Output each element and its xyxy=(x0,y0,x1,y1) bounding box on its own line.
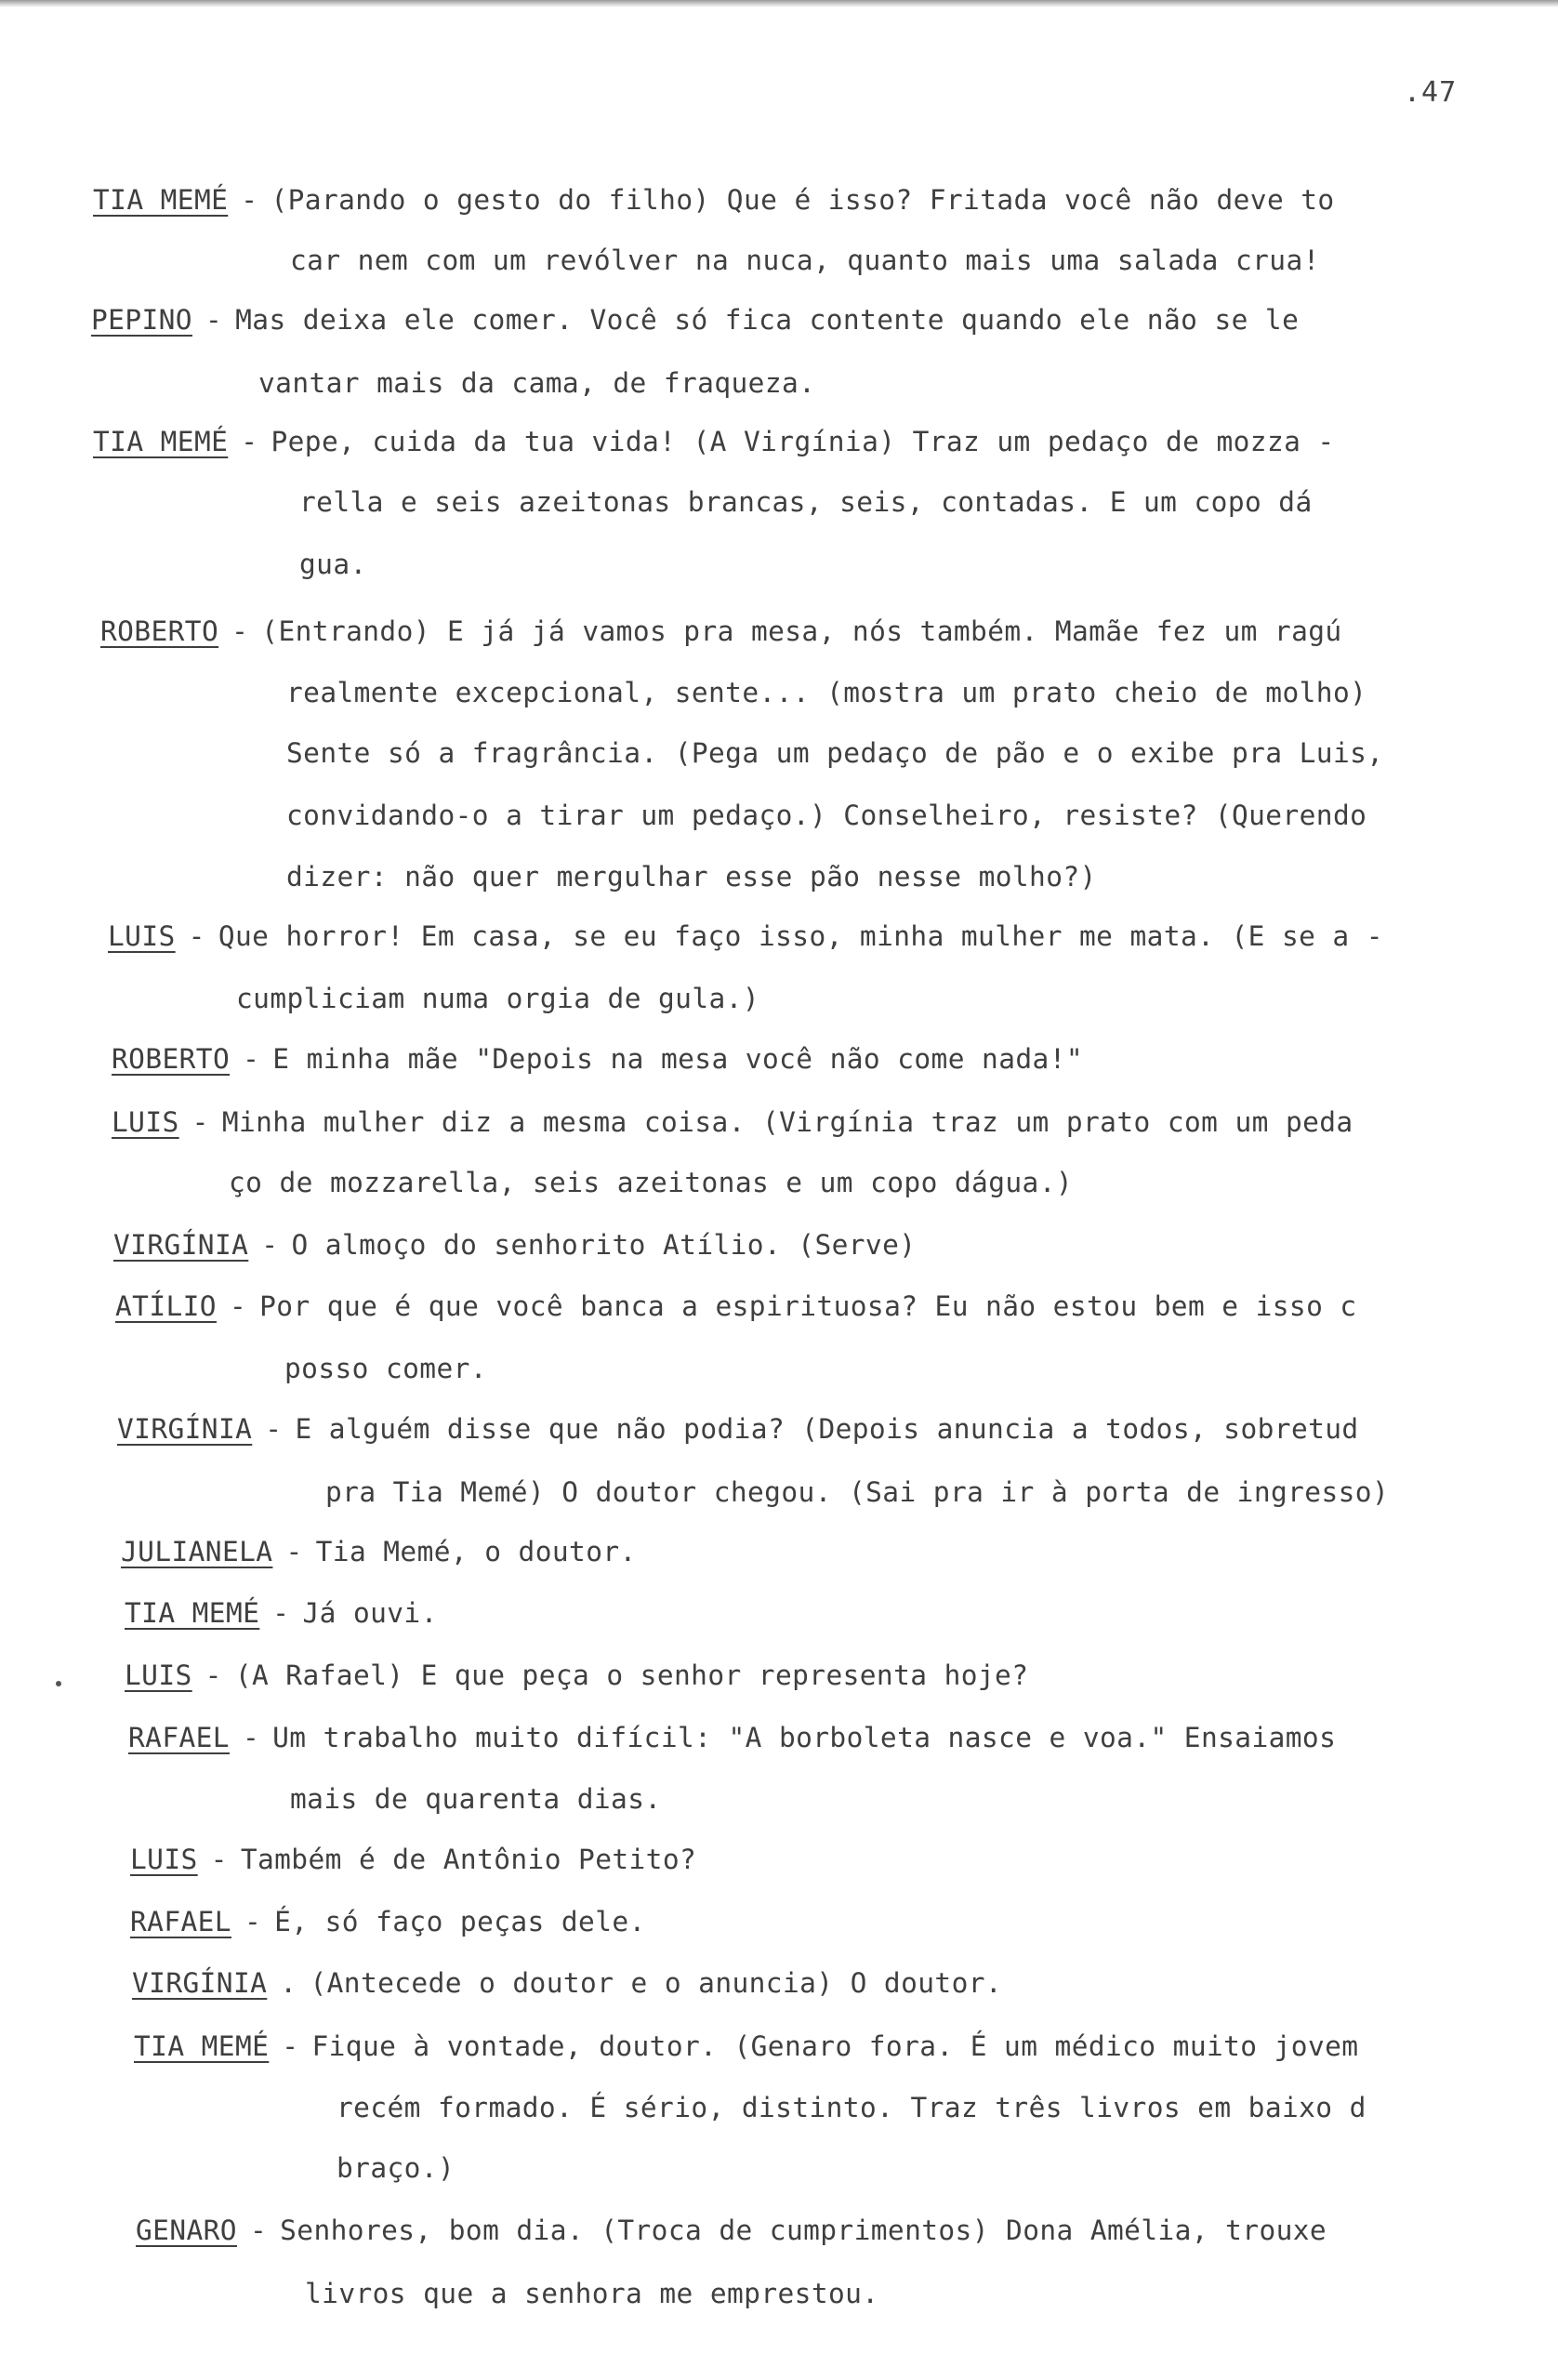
continuation-line xyxy=(299,549,367,580)
dialogue-text: (Parando o gesto do filho) Que é isso? Fritada você não deve to xyxy=(271,184,1335,216)
speaker-separator: - xyxy=(231,615,249,647)
speaker-name: RAFAEL xyxy=(130,1906,231,1937)
page-number: .47 xyxy=(1404,76,1458,109)
speaker-separator: - xyxy=(261,1229,279,1261)
continuation-line xyxy=(229,1167,1073,1198)
dialogue-text: Minha mulher diz a mesma coisa. (Virgínia traz um prato com um peda xyxy=(221,1106,1353,1138)
dialogue-text: livros que a senhora me emprestou. xyxy=(305,2278,879,2309)
speaker-separator: - xyxy=(241,426,258,457)
dialogue-line xyxy=(100,615,1342,647)
dialogue-line xyxy=(117,1413,1359,1445)
dialogue-line xyxy=(130,1844,696,1875)
dialogue-text: gua. xyxy=(299,549,367,580)
dialogue-text: cumpliciam numa orgia de gula.) xyxy=(236,983,759,1014)
dialogue-line xyxy=(115,1290,1357,1322)
speaker-name: LUIS xyxy=(108,920,176,952)
speaker-separator: - xyxy=(272,1597,290,1629)
dialogue-text: vantar mais da cama, de fraqueza. xyxy=(258,367,816,399)
continuation-line xyxy=(236,983,759,1014)
margin-mark xyxy=(56,1681,61,1686)
dialogue-text: recém formado. É sério, distinto. Traz três livros em baixo d xyxy=(337,2092,1367,2123)
dialogue-line xyxy=(121,1536,637,1567)
dialogue-line xyxy=(132,1967,1002,1999)
dialogue-line xyxy=(125,1597,438,1629)
continuation-line xyxy=(337,2152,455,2184)
dialogue-text: mais de quarenta dias. xyxy=(290,1783,662,1815)
dialogue-text: rella e seis azeitonas brancas, seis, contadas. E um copo dá xyxy=(299,486,1313,518)
continuation-line xyxy=(286,800,1367,831)
dialogue-text: ço de mozzarella, seis azeitonas e um copo dágua.) xyxy=(229,1167,1074,1198)
dialogue-line xyxy=(112,1043,1083,1075)
dialogue-text: Um trabalho muito difícil: "A borboleta nasce e voa." Ensaiamos xyxy=(272,1722,1337,1753)
speaker-separator: - xyxy=(241,184,258,216)
speaker-name: VIRGÍNIA xyxy=(113,1229,249,1261)
dialogue-line xyxy=(93,426,1335,457)
speaker-separator: - xyxy=(205,1659,222,1691)
dialogue-text: (Entrando) E já já vamos pra mesa, nós também. Mamãe fez um ragú xyxy=(261,615,1342,647)
dialogue-text: Pepe, cuida da tua vida! (A Virgínia) Traz um pedaço de mozza - xyxy=(271,426,1335,457)
continuation-line xyxy=(290,245,1320,276)
dialogue-text: Também é de Antônio Petito? xyxy=(240,1844,697,1875)
speaker-name: VIRGÍNIA xyxy=(132,1967,268,1999)
dialogue-text: Tia Memé, o doutor. xyxy=(315,1536,637,1567)
dialogue-text: Fique à vontade, doutor. (Genaro fora. É um médico muito jovem xyxy=(311,2030,1359,2062)
speaker-name: TIA MEMÉ xyxy=(93,184,229,216)
speaker-name: TIA MEMÉ xyxy=(93,426,229,457)
continuation-line xyxy=(258,367,815,399)
dialogue-text: E minha mãe "Depois na mesa você não come nada!" xyxy=(272,1043,1084,1075)
dialogue-text: realmente excepcional, sente... (mostra um prato cheio de molho) xyxy=(286,677,1367,708)
dialogue-text: (A Rafael) E que peça o senhor representa hoje? xyxy=(234,1659,1029,1691)
dialogue-text: car nem com um revólver na nuca, quanto mais uma salada crua! xyxy=(290,245,1320,276)
dialogue-line xyxy=(134,2030,1358,2062)
dialogue-text: convidando-o a tirar um pedaço.) Conselheiro, resiste? (Querendo xyxy=(286,800,1367,831)
speaker-separator: - xyxy=(285,1536,303,1567)
dialogue-line xyxy=(112,1106,1353,1138)
continuation-line xyxy=(284,1353,487,1384)
speaker-separator: - xyxy=(191,1106,209,1138)
speaker-separator: - xyxy=(210,1844,228,1875)
speaker-name: LUIS xyxy=(125,1659,192,1691)
speaker-separator: - xyxy=(265,1413,283,1445)
dialogue-text: O almoço do senhorito Atílio. (Serve) xyxy=(291,1229,917,1261)
speaker-name: JULIANELA xyxy=(121,1536,273,1567)
continuation-line xyxy=(299,486,1313,518)
dialogue-line xyxy=(125,1659,1028,1691)
dialogue-line xyxy=(128,1722,1336,1753)
dialogue-text: Senhores, bom dia. (Troca de cumprimentos) Dona Amélia, trouxe xyxy=(280,2215,1327,2246)
speaker-separator: - xyxy=(282,2030,299,2062)
dialogue-text: Já ouvi. xyxy=(302,1597,438,1629)
speaker-name: TIA MEMÉ xyxy=(125,1597,260,1629)
continuation-line xyxy=(325,1476,1389,1508)
dialogue-line xyxy=(91,304,1299,336)
dialogue-line xyxy=(93,184,1335,216)
continuation-line xyxy=(290,1783,662,1815)
speaker-name: GENARO xyxy=(136,2215,237,2246)
speaker-separator: - xyxy=(244,1906,262,1937)
page-top-edge xyxy=(0,0,1558,7)
speaker-name: ATÍLIO xyxy=(115,1290,217,1322)
dialogue-text: É, só faço peças dele. xyxy=(274,1906,646,1937)
speaker-name: LUIS xyxy=(112,1106,179,1138)
speaker-name: RAFAEL xyxy=(128,1722,230,1753)
dialogue-text: Que horror! Em casa, se eu faço isso, minha mulher me mata. (E se a - xyxy=(218,920,1383,952)
dialogue-text: braço.) xyxy=(337,2152,456,2184)
dialogue-text: Mas deixa ele comer. Você só fica contente quando ele não se le xyxy=(235,304,1300,336)
dialogue-text: E alguém disse que não podia? (Depois anuncia a todos, sobretud xyxy=(295,1413,1359,1445)
speaker-separator: - xyxy=(249,2215,268,2246)
speaker-name: PEPINO xyxy=(91,304,192,336)
speaker-separator: - xyxy=(243,1043,260,1075)
dialogue-line xyxy=(136,2215,1327,2246)
speaker-name: VIRGÍNIA xyxy=(117,1413,253,1445)
dialogue-line xyxy=(113,1229,916,1261)
continuation-line xyxy=(286,677,1367,708)
dialogue-text: dizer: não quer mergulhar esse pão nesse molho?) xyxy=(286,861,1097,892)
speaker-separator: - xyxy=(188,920,205,952)
dialogue-text: Por que é que você banca a espirituosa? Eu não estou bem e isso c xyxy=(259,1290,1357,1322)
continuation-line xyxy=(337,2092,1367,2123)
dialogue-text: (Antecede o doutor e o anuncia) O doutor. xyxy=(310,1967,1003,1999)
continuation-line xyxy=(286,861,1097,892)
speaker-name: ROBERTO xyxy=(112,1043,231,1075)
speaker-separator: - xyxy=(242,1722,260,1753)
dialogue-text: pra Tia Memé) O doutor chegou. (Sai pra ir à porta de ingresso) xyxy=(325,1476,1390,1508)
continuation-line xyxy=(286,737,1383,769)
dialogue-text: posso comer. xyxy=(284,1353,487,1384)
continuation-line xyxy=(305,2278,878,2309)
speaker-separator: . xyxy=(280,1967,297,1999)
dialogue-line xyxy=(108,920,1383,952)
dialogue-text: Sente só a fragrância. (Pega um pedaço de pão e o exibe pra Luis, xyxy=(286,737,1384,769)
speaker-name: LUIS xyxy=(130,1844,198,1875)
speaker-name: TIA MEMÉ xyxy=(134,2030,270,2062)
speaker-separator: - xyxy=(229,1290,247,1322)
speaker-name: ROBERTO xyxy=(100,615,219,647)
speaker-separator: - xyxy=(205,304,223,336)
dialogue-line xyxy=(130,1906,646,1937)
